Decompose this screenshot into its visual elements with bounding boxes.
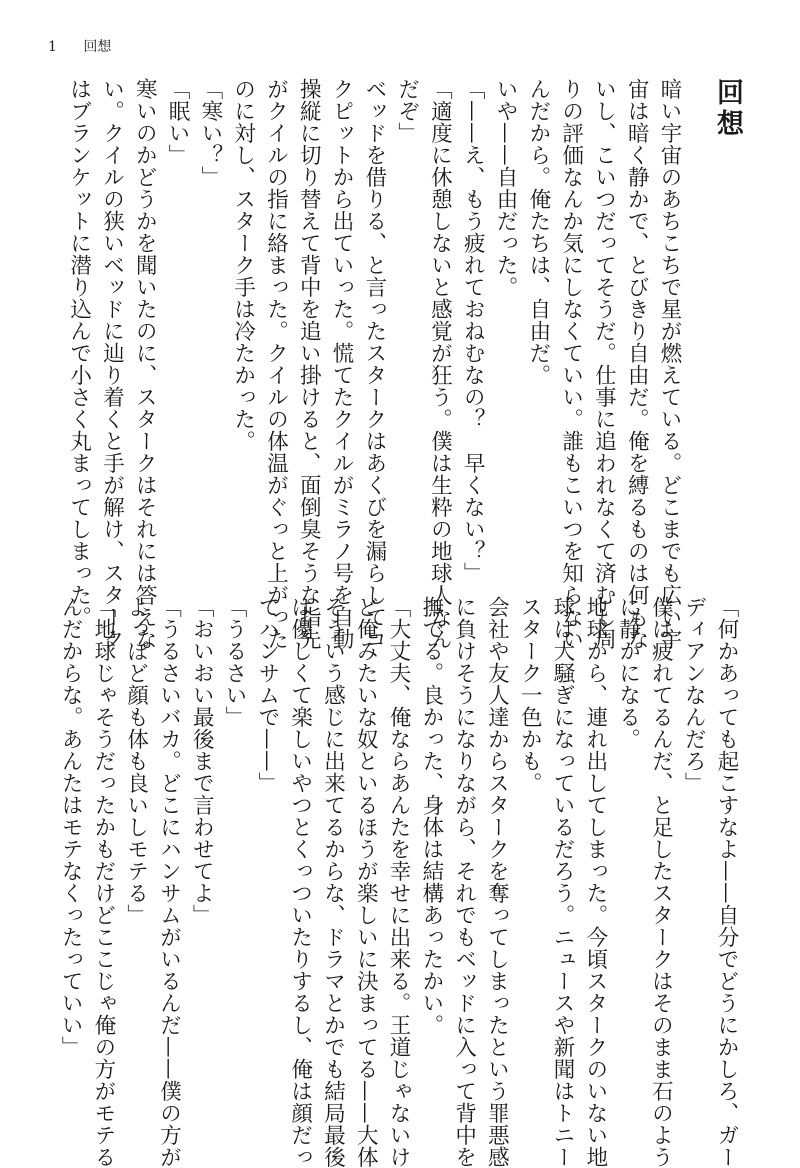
text-line: んだからな。あんたはモテなくったっていい」 [58,596,84,1058]
text-line: 「大丈夫、俺ならあんたを幸せに出来る。王道じゃないけ [386,596,412,1168]
text-line: ど俺みたいな奴といるほうが楽しいに決まってる——大体 [353,596,379,1168]
text-line: んだから。俺たちは、自由だ。 [525,78,551,386]
text-line: 「うるさい」 [222,596,248,728]
text-line: 「おいおい最後まで言わせてよ」 [189,596,215,926]
text-line: よっぽど顔も体も良いしモテる」 [123,596,149,926]
text-line: 操縦に切り替えて背中を追い掛けると、面倒臭そうな指先 [296,78,322,650]
running-header [48,38,111,56]
text-line: 撫でる。良かった、身体は結構あったかい。 [418,596,444,1036]
text-line: に静かになる。 [615,596,641,750]
text-line: いし、こいつだってそうだ。仕事に追われなくて済むし周 [591,78,617,650]
text-tier-bottom [58,596,750,1168]
text-line: は優しくて楽しいやつとくっついたりするし、俺は顔だっ [287,596,313,1168]
page-number: 1 [48,39,57,55]
text-line: てハンサムで——」 [254,596,280,794]
text-line: 会社や友人達からスタークを奪ってしまったという罪悪感 [484,596,510,1168]
text-line: 球は大騒ぎになっているだろう。ニュースや新聞はトニー [550,596,576,1168]
text-line: クピットから出ていった。慌てたクイルがミラノ号を自動 [329,78,355,650]
text-line: だぞ」 [394,78,420,144]
text-line: 「——え、もう疲れておねむなの？ 早くない？」 [460,78,486,584]
text-line: そういう感じに出来てるからな、ドラマとかでも結局最後 [320,596,346,1168]
text-line: 「寒い？」 [197,78,223,188]
text-line: い。クイルの狭いベッドに辿り着くと手が解け、スターク [99,78,125,650]
text-line: 「眠い」 [165,78,191,166]
text-line: のに対し、スターク手は冷たかった。 [230,78,256,452]
text-tier-top [60,78,750,650]
text-line: 暗い宇宙のあちこちで星が燃えている。どこまでも広い宇 [657,78,682,650]
chapter-title: 回想 [712,78,743,140]
text-line: 寒いのかどうかを聞いたのに、スタークはそれには答えな [132,78,158,650]
text-line: に負けそうになりながら、それでもベッドに入って背中を [451,596,477,1168]
text-line: りの評価なんか気にしなくていい。誰もこいつを知らない [558,78,584,650]
text-line: 「地球じゃそうだったかもだけどここじゃ俺の方がモテる [90,596,116,1168]
text-line: 「うるさいバカ。どこにハンサムがいるんだ——僕の方が [156,596,182,1168]
text-line: ベッドを借りる、と言ったスタークはあくびを漏らしてコ [361,78,387,650]
text-line: ディアンなんだろ」 [681,596,707,794]
text-line: スターク一色かも。 [517,596,543,794]
text-line: はブランケットに潜り込んで小さく丸まってしまった。 [66,78,92,628]
text-line: 地球から、連れ出してしまった。今頃スタークのいない地 [582,596,608,1168]
text-line: 「何かあっても起こすなよ——自分でどうにかしろ、ガー [714,596,739,1168]
running-title: 回想 [83,39,112,55]
text-line: 「適度に休憩しないと感覚が狂う。僕は生粋の地球人なん [427,78,453,650]
text-line: がクイルの指に絡まった。クイルの体温がぐっと上がった [263,78,289,650]
text-line: 僕は疲れてるんだ、と足したスタークはそのまま石のよう [648,596,674,1168]
text-line: 宙は暗く静かで、とびきり自由だ。俺を縛るものは何もな [624,78,650,650]
text-line: いや——自由だった。 [493,78,519,298]
